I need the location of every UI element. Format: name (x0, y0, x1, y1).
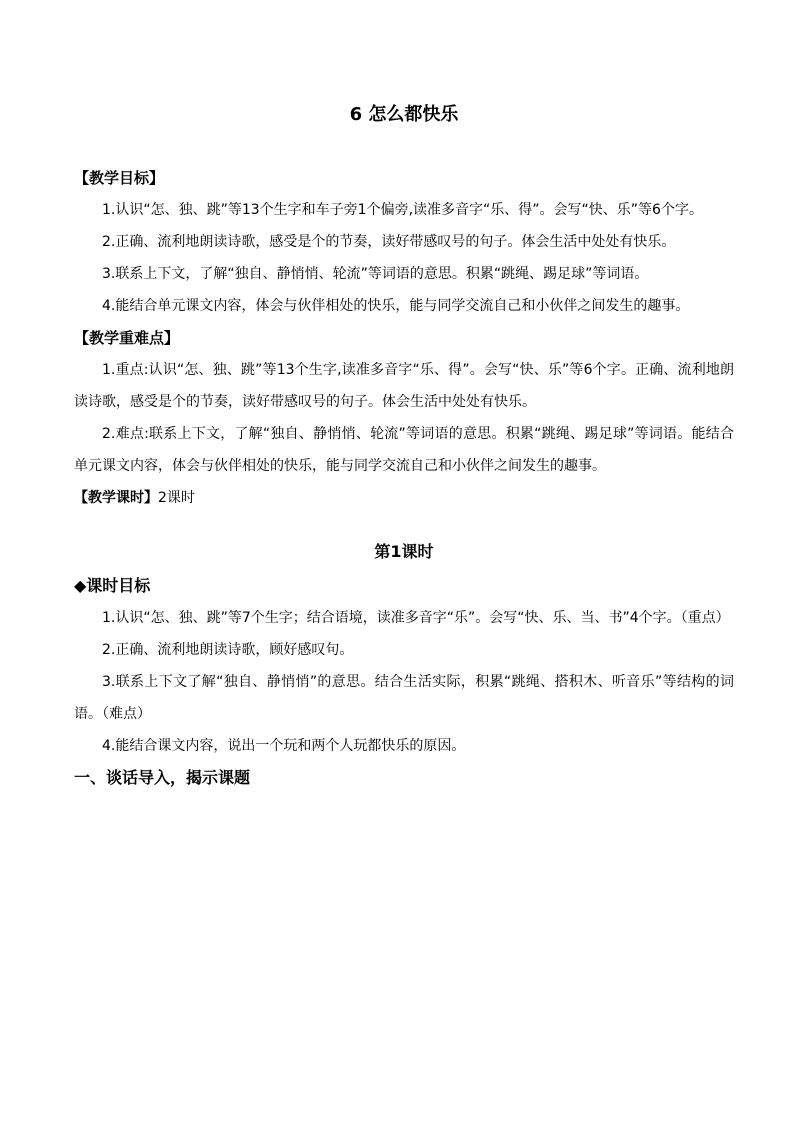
teaching-hours-value: 2课时 (158, 490, 195, 506)
teaching-goal-item: 1.认识“怎、独、跳”等13个生字和车子旁1个偏旁,读准多音字“乐、得”。会写“快、乐”等6个字。 (102, 202, 703, 218)
key-points-heading: 【教学重难点】 (74, 329, 180, 347)
lesson-goal-item: 4.能结合课文内容，说出一个玩和两个人玩都快乐的原因。 (102, 738, 466, 754)
teaching-hours-label: 【教学课时】 (74, 490, 158, 506)
teaching-goal-item: 4.能结合单元课文内容，体会与伙伴相处的快乐，能与同学交流自己和小伙伴之间发生的趣事。 (102, 298, 690, 314)
teaching-goal-item: 3.联系上下文，了解“独自、静悄悄、轮流”等词语的意思。积累“跳绳、踢足球”等词语。 (102, 266, 649, 282)
teaching-hours (74, 482, 734, 514)
document-content (74, 100, 734, 794)
key-point-item: 2.难点:联系上下文，了解“独自、静悄悄、轮流”等词语的意思。积累“跳绳、踢足球”等词语。能结合单元课文内容，体会与伙伴相处的快乐，能与同学交流自己和小伙伴之间发生的趣事。 (74, 426, 734, 474)
lesson-goal-item: 3.联系上下文了解“独自、静悄悄”的意思。结合生活实际，积累“跳绳、搭积木、听音乐”等结构的词语。（难点） (74, 674, 734, 722)
lesson-title: 第1课时 (374, 542, 434, 561)
document-title: 6 怎么都快乐 (349, 104, 459, 125)
lesson-goal-item: 2.正确、流利地朗读诗歌，顾好感叹句。 (102, 642, 354, 658)
teaching-goal-item: 2.正确、流利地朗读诗歌，感受是个的节奏，读好带感叹号的句子。体会生活中处处有快乐。 (102, 234, 676, 250)
lesson-goals-heading: ◆课时目标 (74, 576, 151, 595)
section-heading: 一、谈话导入，揭示课题 (74, 768, 251, 787)
teaching-goals-heading: 【教学目标】 (74, 169, 165, 187)
key-point-item: 1.重点:认识“怎、独、跳”等13个生字,读准多音字“乐、得”。会写“快、乐”等6个字。正确、流利地朗读诗歌，感受是个的节奏，读好带感叹号的句子。体会生活中处处有快乐。 (74, 362, 734, 410)
lesson-goal-item: 1.认识“怎、独、跳”等7个生字；结合语境，读准多音字“乐”。会写“快、乐、当、书”4个字。（重点） (102, 610, 730, 626)
